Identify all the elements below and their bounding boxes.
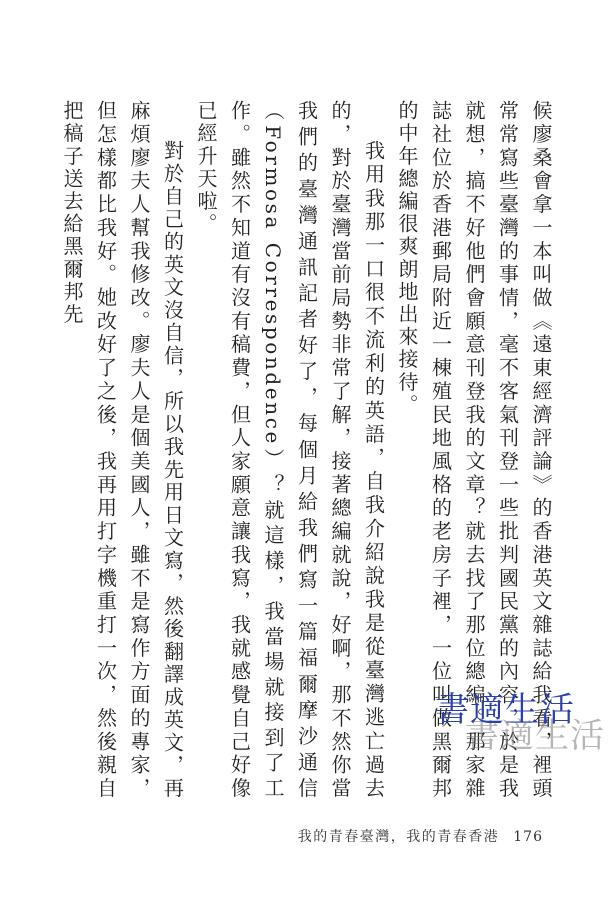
watermark-main-text: 書適生活 [435,690,575,730]
paragraph-2: 我用我那一口很不流利的英語，自我介紹說我是從臺灣逃亡過去的，對於臺灣當前局勢非常了解，接著總編就說，好啊，那不然你當我們的臺灣通訊記者好了，每個月給我們寫一篇福爾摩沙通信（Formosa Correspondence）？就這樣，我當場就接到了工作。雖然不知道有沒有稿費，但人家願意讓我寫，我就感覺自己好像已經升天啦。 [194,100,386,800]
watermark-ghost-text: 書適生活 [465,716,605,756]
vertical-text-block [55,100,558,800]
paragraph-3: 對於自己的英文沒自信，所以我先用日文寫，然後翻譯成英文，再麻煩廖夫人幫我修改。廖夫人是個美國人，雖不是寫作方面的專家，但怎樣都比我好。她改好了之後，我再用打字機重打一次，然後親自把稿子送去給黑爾邦先 [60,100,185,800]
running-title: 我的青春臺灣，我的青春香港 [297,829,500,845]
paragraph-1: 候廖桑會拿一本叫做《遠東經濟評論》的香港英文雜誌給我看，裡頭常常寫些臺灣的事情，毫不客氣刊登一些批判國民黨的內容，於是我就想，搞不好他們會願意刊登我的文章？就去找了那位總編。那家雜誌社位於香港郵局附近一棟殖民地風格的老房子裡，一位叫做黑爾邦的中年總編很爽朗地出來接待。 [395,100,553,800]
page-footer [298,826,543,846]
page-number: 176 [513,829,543,845]
